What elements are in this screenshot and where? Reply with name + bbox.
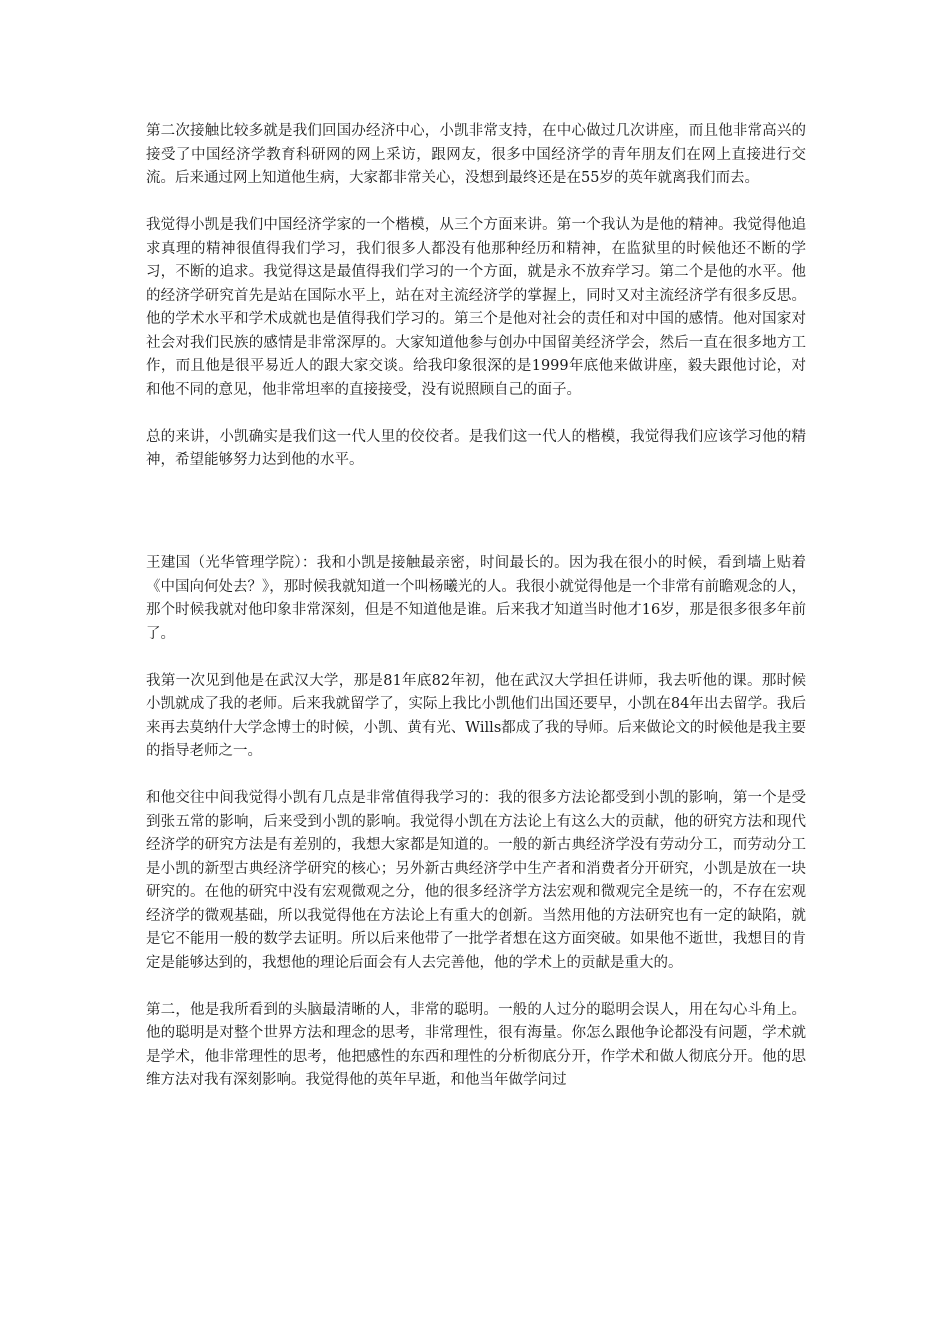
paragraph: 总的来讲，小凯确实是我们这一代人里的佼佼者。是我们这一代人的楷模，我觉得我们应该学习他的精神，希望能够努力达到他的水平。 <box>146 428 806 468</box>
paragraph: 第二，他是我所看到的头脑最清晰的人，非常的聪明。一般的人过分的聪明会误人，用在勾心斗角上。他的聪明是对整个世界方法和理念的思考，非常理性，很有海量。你怎么跟他争论都没有问题，学术就是学术，他非常理性的思考，他把感性的东西和理性的分析彻底分开，作学术和做人彻底分开。他的思维方法对我有深刻影响。我觉得他的英年早逝，和他当年做学问过 <box>146 1001 806 1088</box>
paragraph: 第二次接触比较多就是我们回国办经济中心，小凯非常支持，在中心做过几次讲座，而且他非常高兴的接受了中国经济学教育科研网的网上采访，跟网友，很多中国经济学的青年朋友们在网上直接进行交流。后来通过网上知道他生病，大家都非常关心，没想到最终还是在55岁的英年就离我们而去。 <box>146 123 806 186</box>
paragraph: 和他交往中间我觉得小凯有几点是非常值得我学习的：我的很多方法论都受到小凯的影响，第一个是受到张五常的影响，后来受到小凯的影响。我觉得小凯在方法论上有这么大的贡献，他的研究方法和现代经济学的研究方法是有差别的，我想大家都是知道的。一般的新古典经济学没有劳动分工，而劳动分工是小凯的新型古典经济学研究的核心；另外新古典经济学中生产者和消费者分开研究，小凯是放在一块研究的。在他的研究中没有宏观微观之分，他的很多经济学方法宏观和微观完全是统一的，不存在宏观经济学的微观基础，所以我觉得他在方法论上有重大的创新。当然用他的方法研究也有一定的缺陷，就是它不能用一般的数学去证明。所以后来他带了一批学者想在这方面突破。如果他不逝世，我想目的肯定是能够达到的，我想他的理论后面会有人去完善他，他的学术上的贡献是重大的。 <box>146 790 806 971</box>
section-spacer <box>146 496 806 552</box>
paragraph: 我觉得小凯是我们中国经济学家的一个楷模，从三个方面来讲。第一个我认为是他的精神。我觉得他追求真理的精神很值得我们学习，我们很多人都没有他那种经历和精神，在监狱里的时候他还不断的学习，不断的追求。我觉得这是最值得我们学习的一个方面，就是永不放弃学习。第二个是他的水平。他的经济学研究首先是站在国际水平上，站在对主流经济学的掌握上，同时又对主流经济学有很多反思。他的学术水平和学术成就也是值得我们学习的。第三个是他对社会的责任和对中国的感情。他对国家对社会对我们民族的感情是非常深厚的。大家知道他参与创办中国留美经济学会，然后一直在很多地方工作，而且他是很平易近人的跟大家交谈。给我印象很深的是1999年底他来做讲座，毅夫跟他讨论，对和他不同的意见，他非常坦率的直接接受，没有说照顾自己的面子。 <box>146 217 806 398</box>
document-body <box>146 120 806 1116</box>
paragraph: 王建国（光华管理学院）：我和小凯是接触最亲密，时间最长的。因为我在很小的时候，看到墙上贴着《中国向何处去？》，那时候我就知道一个叫杨曦光的人。我很小就觉得他是一个非常有前瞻观念的人，那个时候我就对他印象非常深刻，但是不知道他是谁。后来我才知道当时他才16岁，那是很多很多年前了。 <box>146 555 806 642</box>
paragraph: 我第一次见到他是在武汉大学，那是81年底82年初，他在武汉大学担任讲师，我去听他的课。那时候小凯就成了我的老师。后来我就留学了，实际上我比小凯他们出国还要早，小凯在84年出去留学。我后来再去莫纳什大学念博士的时候，小凯、黄有光、Wills都成了我的导师。后来做论文的时候他是我主要的指导老师之一。 <box>146 672 806 759</box>
